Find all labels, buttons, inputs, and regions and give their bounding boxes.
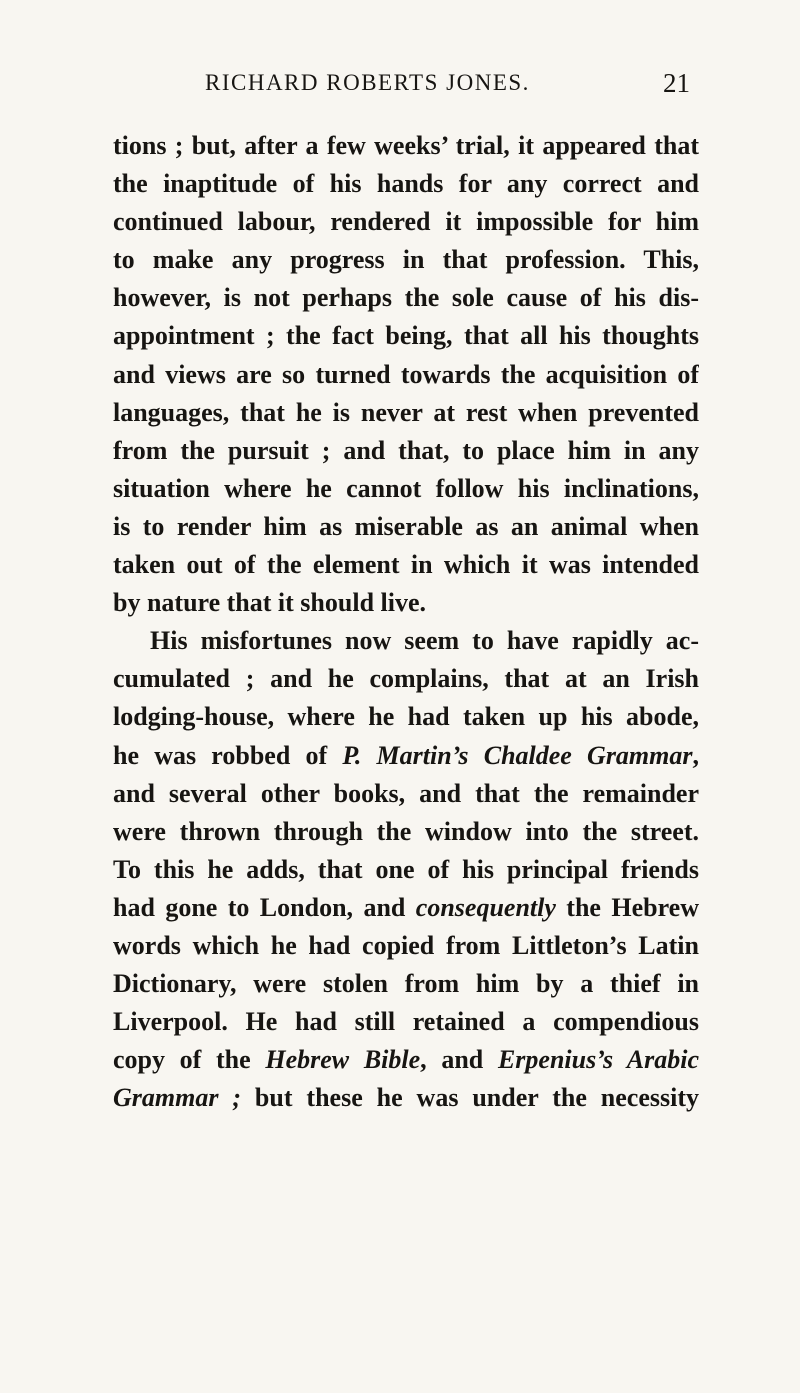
text-line [113, 851, 699, 889]
text-segment: words which he had copied from Littleton’s Latin [113, 930, 699, 960]
text-line [113, 356, 699, 394]
running-title: RICHARD ROBERTS JONES. [205, 70, 530, 95]
text-segment: lodging-house, where he had taken up his abode, [113, 702, 699, 732]
text-line [113, 203, 699, 241]
text-segment: tions ; but, after a few weeks’ trial, it appeared that [113, 131, 699, 160]
text-segment: however, is not perhaps the sole cause of his dis- [113, 283, 699, 313]
text-segment: by nature that it should live. [113, 588, 427, 618]
text-segment: from the pursuit ; and that, to place him in any [113, 435, 699, 465]
text-line [113, 889, 699, 927]
body-text [113, 127, 699, 1117]
text-line [113, 279, 699, 317]
text-segment: the Hebrew [555, 892, 699, 922]
text-segment: Liverpool. He had still retained a compendious [113, 1007, 699, 1037]
text-segment: and views are so turned towards the acquisition of [113, 359, 699, 389]
text-line [113, 165, 699, 203]
text-line [113, 394, 699, 432]
text-segment: the inaptitude of his hands for any correct and [113, 169, 699, 199]
text-line [113, 546, 699, 584]
text-segment: , and [420, 1045, 498, 1075]
text-segment: cumulated ; and he complains, that at an Irish [113, 664, 699, 694]
text-line [113, 775, 699, 813]
running-header [105, 66, 690, 100]
text-line [113, 660, 699, 698]
text-segment: , [692, 740, 699, 770]
text-line [113, 965, 699, 1003]
book-title-italic: P. Martin’s Chaldee Grammar [342, 740, 693, 770]
text-segment: but these he was under the necessity [241, 1083, 699, 1113]
text-segment: appointment ; the fact being, that all his thoughts [113, 321, 699, 351]
text-segment: is to render him as miserable as an animal when [113, 511, 699, 541]
text-line [113, 317, 699, 355]
text-line [113, 1041, 699, 1079]
text-line [113, 432, 699, 470]
book-title-italic: Grammar ; [113, 1083, 242, 1113]
text-segment: continued labour, rendered it impossible for him [113, 207, 699, 237]
text-segment: were thrown through the window into the street. [113, 816, 699, 846]
text-line [113, 470, 699, 508]
text-line [113, 508, 699, 546]
text-segment: situation where he cannot follow his inclinations, [113, 473, 699, 503]
text-line [113, 737, 699, 775]
text-segment: and several other books, and that the remainder [113, 778, 699, 808]
text-line [113, 1079, 699, 1117]
text-segment: Dictionary, were stolen from him by a thief in [113, 969, 699, 999]
page-number: 21 [663, 68, 690, 98]
text-line [113, 127, 699, 165]
text-line [113, 813, 699, 851]
text-segment: languages, that he is never at rest when prevented [113, 397, 699, 427]
text-segment: His misfortunes now seem to have rapidly ac- [150, 626, 699, 656]
emphasis-italic: consequently [415, 892, 556, 922]
text-line [113, 698, 699, 736]
book-title-italic: Erpenius’s Arabic [497, 1045, 699, 1075]
text-line [113, 1003, 699, 1041]
text-segment: taken out of the element in which it was intended [113, 550, 699, 580]
text-line [113, 241, 699, 279]
paragraph-end-line [113, 584, 699, 622]
text-segment: to make any progress in that profession. This, [113, 245, 699, 275]
text-segment: he was robbed of [113, 740, 343, 770]
text-segment: copy of the [113, 1045, 266, 1075]
text-segment: To this he adds, that one of his principal friends [113, 854, 699, 884]
book-title-italic: Hebrew Bible [265, 1045, 421, 1075]
paragraph-start-line [113, 622, 699, 660]
text-line [113, 927, 699, 965]
text-segment: had gone to London, and [113, 892, 416, 922]
